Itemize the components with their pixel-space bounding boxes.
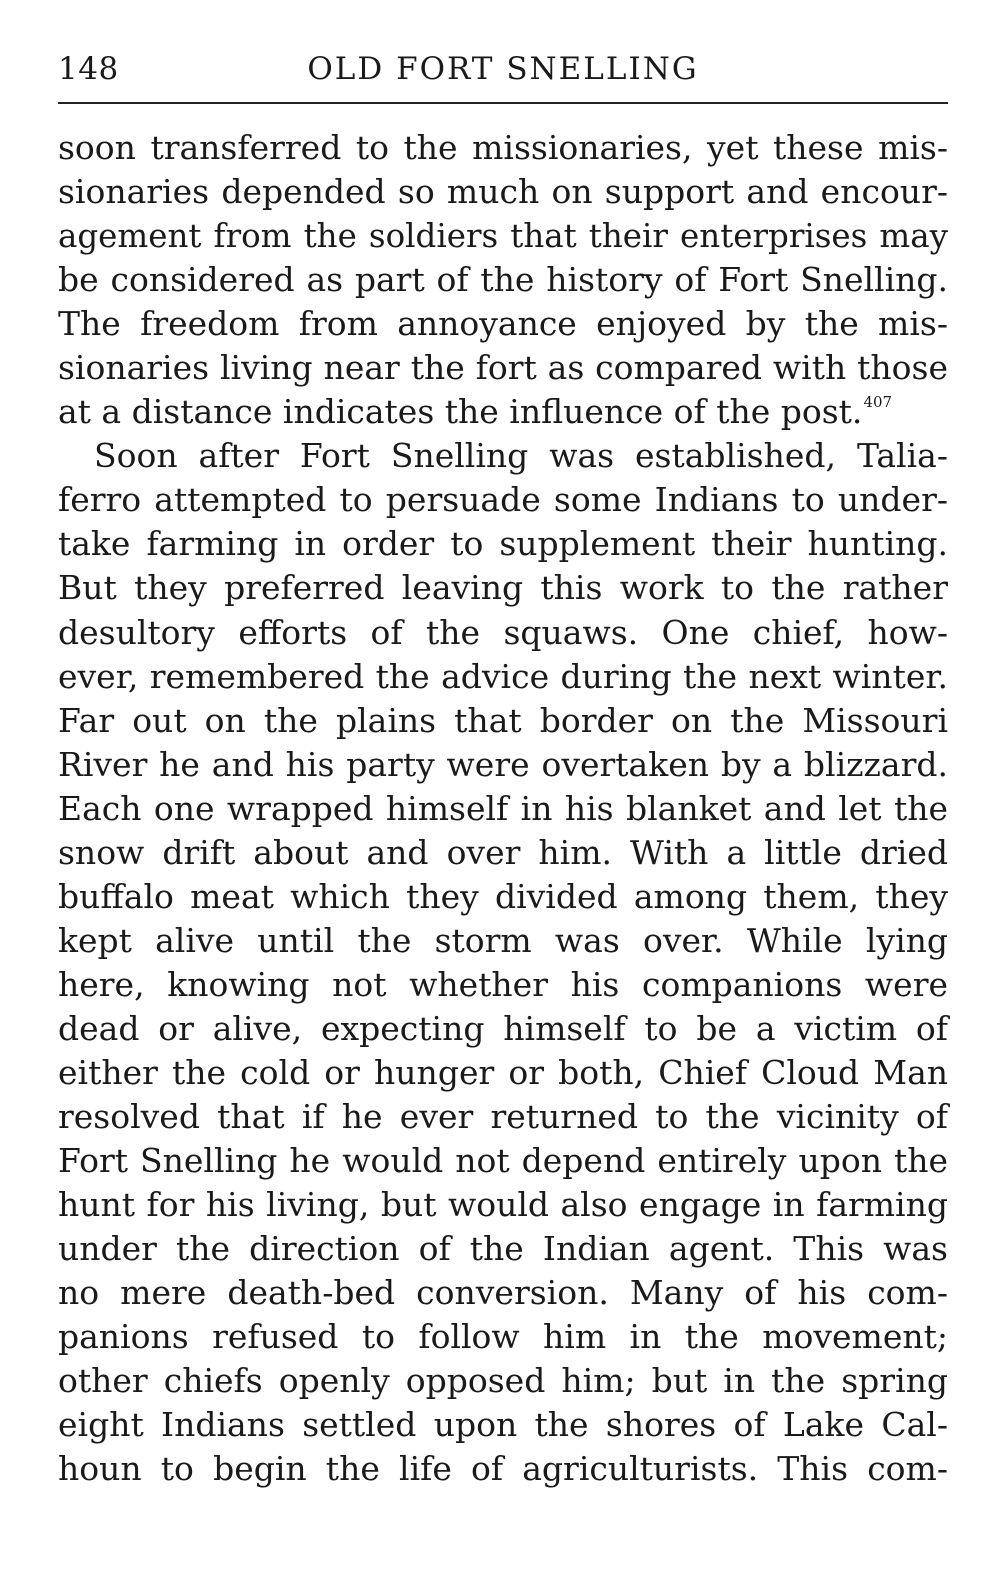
text-line-content: at a distance indicates the influence of the post.: [58, 392, 863, 432]
paragraph: [58, 434, 948, 1491]
text-line: houn to begin the life of agriculturists. This com-: [58, 1449, 948, 1489]
text-line: panions refused to follow him in the movement;: [58, 1317, 948, 1357]
text-line: resolved that if he ever returned to the vicinity of: [58, 1097, 948, 1137]
text-line: desultory efforts of the squaws. One chief, how-: [58, 612, 948, 652]
text-line: eight Indians settled upon the shores of Lake Cal-: [58, 1405, 948, 1445]
text-line: no mere death-bed conversion. Many of his com-: [58, 1273, 948, 1313]
text-line: be considered as part of the history of Fort Snelling.: [58, 260, 948, 300]
text-line: ever, remembered the advice during the next winter.: [58, 656, 948, 696]
page-number: 148: [58, 51, 119, 87]
text-line: other chiefs openly opposed him; but in the spring: [58, 1361, 948, 1401]
text-line: dead or alive, expecting himself to be a victim of: [58, 1008, 948, 1048]
text-line: ferro attempted to persuade some Indians to under-: [58, 480, 948, 520]
text-line: Soon after Fort Snelling was established, Talia-: [94, 436, 948, 476]
text-line: The freedom from annoyance enjoyed by the mis-: [58, 304, 948, 344]
text-line: Fort Snelling he would not depend entirely upon the: [58, 1141, 948, 1181]
text-line: sionaries depended so much on support and encour-: [58, 172, 948, 212]
page-header: [58, 44, 948, 94]
text-line: under the direction of the Indian agent. This was: [58, 1229, 948, 1269]
text-line: snow drift about and over him. With a little dried: [58, 832, 948, 872]
text-line: Far out on the plains that border on the Missouri: [58, 700, 948, 740]
footnote-reference: 407: [863, 393, 893, 412]
text-line: buffalo meat which they divided among them, they: [58, 876, 948, 916]
paragraph: [58, 126, 948, 434]
text-line: Each one wrapped himself in his blanket and let the: [58, 788, 948, 828]
text-line: here, knowing not whether his companions were: [58, 964, 948, 1004]
text-line: hunt for his living, but would also engage in farming: [58, 1185, 948, 1225]
text-line: either the cold or hunger or both, Chief Cloud Man: [58, 1052, 948, 1092]
text-line: take farming in order to supplement their hunting.: [58, 524, 948, 564]
text-line: soon transferred to the missionaries, yet these mis-: [58, 128, 948, 167]
running-title: OLD FORT SNELLING: [307, 51, 699, 87]
text-line: River he and his party were overtaken by a blizzard.: [58, 744, 948, 784]
header-rule: [58, 102, 948, 104]
body-text: [58, 126, 948, 1491]
text-line-last: [58, 390, 948, 434]
text-line: agement from the soldiers that their enterprises may: [58, 217, 948, 256]
text-line: kept alive until the storm was over. While lying: [58, 920, 948, 960]
text-line: But they preferred leaving this work to the rather: [58, 568, 948, 608]
text-line: sionaries living near the fort as compared with those: [58, 348, 948, 388]
